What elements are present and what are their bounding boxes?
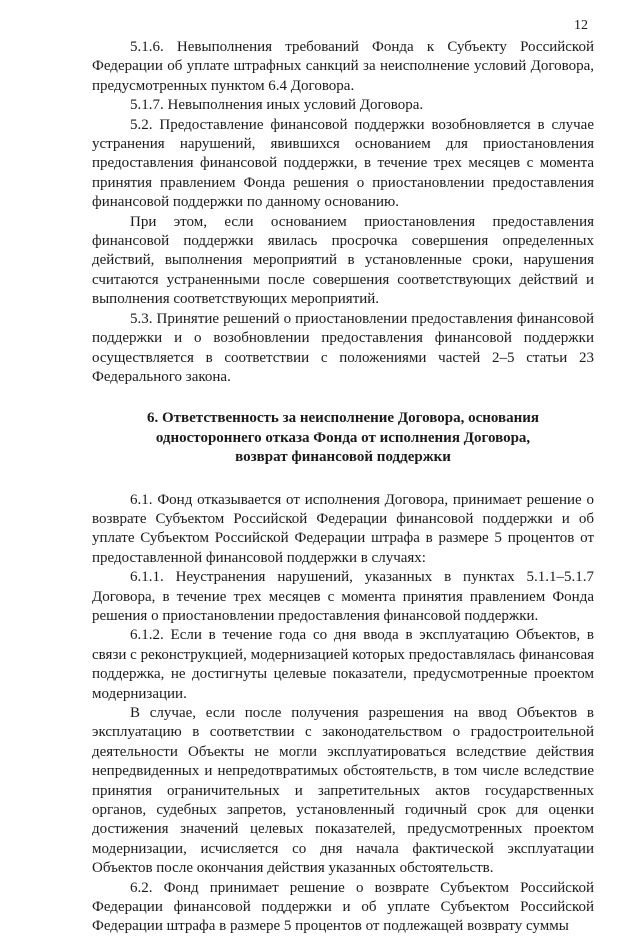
paragraph-6-1-2: 6.1.2. Если в течение года со дня ввода в эксплуатацию Объектов, в связи с реконструкцией, модернизацией которых предоставлялась финансовая поддержка, не достигнуты целевые показатели, предусмотренные проектом модернизации.: [92, 627, 594, 702]
page-number: 12: [574, 18, 588, 33]
paragraph-5-2-note: При этом, если основанием приостановления предоставления финансовой поддержки явилась просрочка совершения определенных действий, выполнения мероприятий в установленные сроки, нарушения считаются устраненными после совершения соответствующих действий и выполнения соответствующих мероприятий.: [92, 213, 594, 308]
heading-line: 6. Ответственность за неисполнение Договора, основания: [146, 410, 539, 427]
paragraph-5-3: 5.3. Принятие решений о приостановлении предоставления финансовой поддержки и о возобновлении предоставления финансовой поддержки осуществляется в соответствии с положениями частей 2–5 статьи 23 Федерального закона.: [92, 310, 594, 385]
paragraph-5-1-6: 5.1.6. Невыполнения требований Фонда к Субъекту Российской Федерации об уплате штрафных санкций за неисполнение условий Договора, предусмотренных пунктом 6.4 Договора.: [92, 39, 594, 94]
paragraph-6-2: 6.2. Фонд принимает решение о возврате Субъектом Российской Федерации финансовой поддержки и об уплате Субъектом Российской Федерации штрафа в размере 5 процентов от подлежащей возврату суммы: [92, 879, 594, 935]
paragraph-5-1-7: 5.1.7. Невыполнения иных условий Договора.: [130, 97, 424, 114]
section-6-heading: [92, 409, 594, 467]
heading-line: возврат финансовой поддержки: [235, 449, 451, 466]
document-body: [92, 38, 594, 937]
paragraph-5-2: 5.2. Предоставление финансовой поддержки возобновляется в случае устранения нарушений, явившихся основанием для приостановления предоставления финансовой поддержки, в течение трех месяцев с момента принятия правлением Фонда решения о приостановлении предоставления финансовой поддержки по данному основанию.: [92, 116, 594, 211]
paragraph-6-1-1: 6.1.1. Неустранения нарушений, указанных в пунктах 5.1.1–5.1.7 Договора, в течение трех месяцев с момента принятия правлением Фонда решения о приостановлении предоставления финансовой поддержки.: [92, 569, 594, 624]
paragraph-6-1-2-note: В случае, если после получения разрешения на ввод Объектов в эксплуатацию в соответствии с законодательством о градостроительной деятельности Объекты не могли эксплуатироваться вследствие действия непредвиденных и непредотвратимых обстоятельств, в том числе вследствие принятия ограничительных и запретительных актов государственных органов, судебных запретов, установленный годичный срок для оценки достижения значений целевых показателей, предусмотренных проектом модернизации, исчисляется со дня начала фактической эксплуатации Объектов после окончания действия указанных обстоятельств.: [92, 705, 594, 877]
paragraph-6-1: 6.1. Фонд отказывается от исполнения Договора, принимает решение о возврате Субъектом Российской Федерации финансовой поддержки и об уплате Субъектом Российской Федерации штрафа в размере 5 процентов от предоставленной финансовой поддержки в случаях:: [92, 491, 594, 566]
heading-line: одностороннего отказа Фонда от исполнения Договора,: [155, 429, 531, 446]
